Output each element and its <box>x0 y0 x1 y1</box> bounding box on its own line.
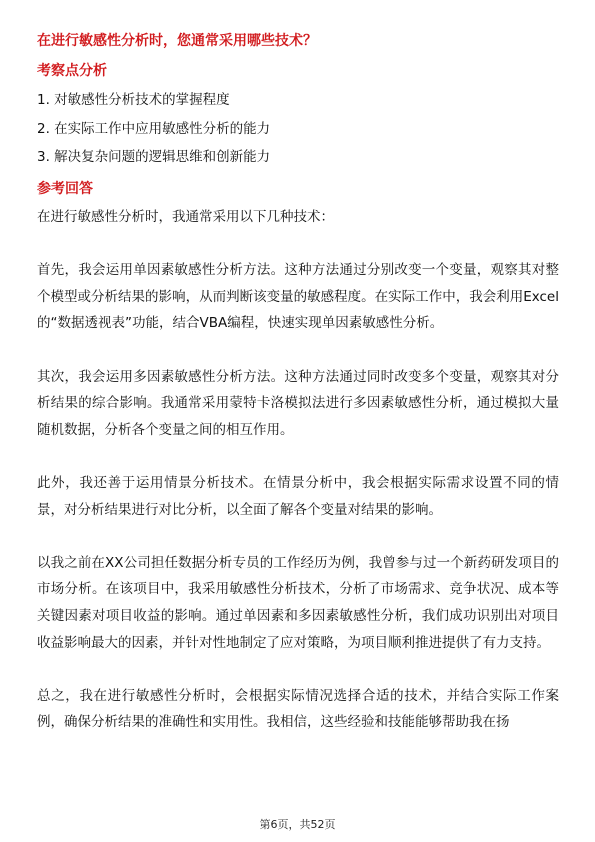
reference-answer <box>37 204 559 762</box>
reference-section-title: 参考回答 <box>37 181 93 197</box>
answer-paragraph-scenario: 此外，我还善于运用情景分析技术。在情景分析中，我会根据实际需求设置不同的情景，对分析结果进行对比分析，以全面了解各个变量对结果的影响。 <box>37 474 559 518</box>
analysis-point-2: 2. 在实际工作中应用敏感性分析的能力 <box>37 120 271 137</box>
analysis-point-1: 1. 对敏感性分析技术的掌握程度 <box>37 92 230 108</box>
analysis-point-3: 3. 解决复杂问题的逻辑思维和创新能力 <box>37 149 271 165</box>
answer-paragraph-intro: 在进行敏感性分析时，我通常采用以下几种技术： <box>37 209 334 225</box>
analysis-points-list <box>37 86 557 172</box>
answer-paragraph-multi-factor: 其次，我会运用多因素敏感性分析方法。这种方法通过同时改变多个变量，观察其对分析结果的综合影响。我通常采用蒙特卡洛模拟法进行多因素敏感性分析，通过模拟大量随机数据，分析各个变量之间的相互作用。 <box>37 368 559 438</box>
answer-paragraph-example: 以我之前在XX公司担任数据分析专员的工作经历为例，我曾参与过一个新药研发项目的市场分析。在该项目中，我采用敏感性分析技术，分析了市场需求、竞争状况、成本等关键因素对项目收益的影响。通过单因素和多因素敏感性分析，我们成功识别出对项目收益影响最大的因素，并针对性地制定了应对策略，为项目顺利推进提供了有力支持。 <box>37 554 559 651</box>
analysis-section-title: 考察点分析 <box>37 63 107 79</box>
page-number-footer: 第6页，共52页 <box>259 818 336 831</box>
answer-paragraph-summary: 总之，我在进行敏感性分析时，会根据实际情况选择合适的技术，并结合实际工作案例，确保分析结果的准确性和实用性。我相信，这些经验和技能能够帮助我在扬 <box>37 687 559 731</box>
question-heading: 在进行敏感性分析时，您通常采用哪些技术？ <box>37 33 317 49</box>
answer-paragraph-single-factor: 首先，我会运用单因素敏感性分析方法。这种方法通过分别改变一个变量，观察其对整个模型或分析结果的影响，从而判断该变量的敏感程度。在实际工作中，我会利用Excel的“数据透视表”功能，结合VBA编程，快速实现单因素敏感性分析。 <box>37 262 559 332</box>
